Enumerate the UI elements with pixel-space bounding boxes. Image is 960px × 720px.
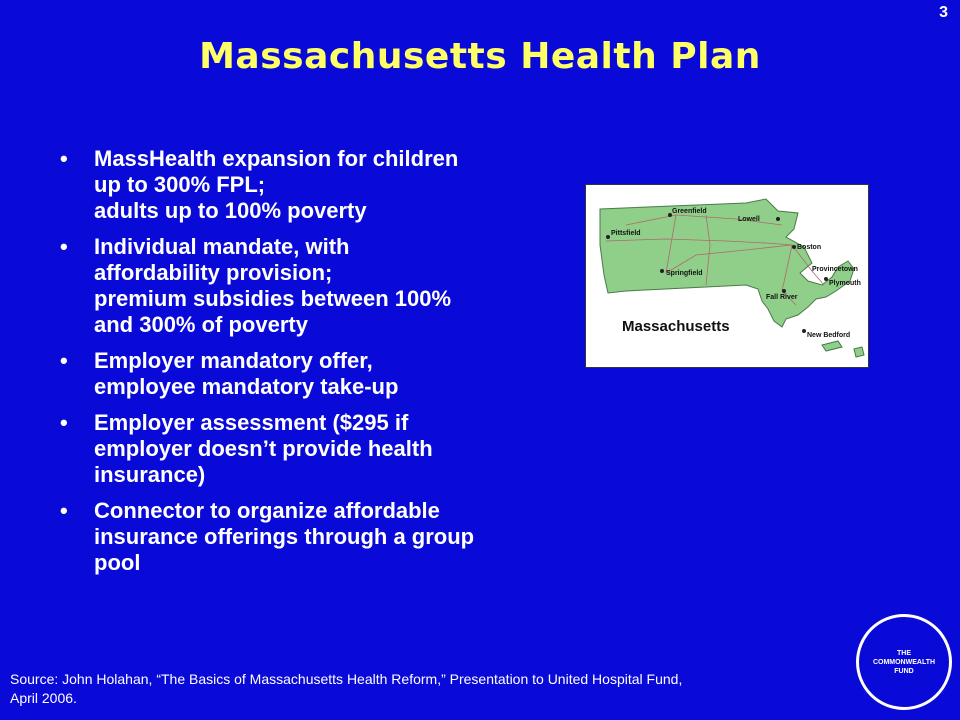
bullet-marker: •: [60, 348, 68, 373]
city-label-greenfield: Greenfield: [672, 208, 707, 215]
bullet-line: Individual mandate, with: [94, 234, 350, 259]
bullet-marker: •: [60, 234, 68, 259]
source-citation: [10, 670, 810, 708]
bullet-line: employer doesn’t provide health: [94, 436, 433, 461]
map-graphic: [586, 185, 868, 367]
massachusetts-map: [585, 184, 869, 368]
bullet-marker: •: [60, 146, 68, 171]
bullet-line: and 300% of poverty: [94, 312, 308, 337]
city-label-boston: Boston: [797, 244, 822, 251]
city-label-springfield: Springfield: [666, 270, 703, 277]
bullet-item: [60, 498, 570, 576]
bullet-line: employee mandatory take-up: [94, 374, 399, 399]
city-label-fall-river: Fall River: [766, 294, 798, 301]
bullet-line: premium subsidies between 100%: [94, 286, 452, 311]
city-label-pittsfield: Pittsfield: [611, 230, 641, 237]
bullet-line: insurance): [94, 462, 206, 487]
source-line: Source: John Holahan, “The Basics of Massachusetts Health Reform,” Presentation to United Hospital Fund,: [10, 671, 683, 687]
bullet-line: MassHealth expansion for children: [94, 146, 459, 171]
bullet-item: [60, 348, 570, 400]
city-label-new-bedford: New Bedford: [807, 332, 851, 339]
bullet-line: affordability provision;: [94, 260, 333, 285]
logo-line: COMMONWEALTH: [872, 658, 936, 666]
bullet-item: [60, 234, 570, 338]
logo-line: FUND: [894, 667, 914, 675]
bullet-line: pool: [94, 550, 141, 575]
bullet-line: insurance offerings through a group: [94, 524, 475, 549]
bullet-marker: •: [60, 498, 68, 523]
city-label-lowell: Lowell: [738, 216, 760, 223]
bullet-line: Employer assessment ($295 if: [94, 410, 409, 435]
island-shape: [822, 341, 842, 351]
commonwealth-fund-logo: [856, 614, 952, 710]
city-label-plymouth: Plymouth: [829, 280, 861, 287]
bullet-line: Connector to organize affordable: [94, 498, 440, 523]
island-shape: [854, 347, 864, 357]
bullet-line: Employer mandatory offer,: [94, 348, 373, 373]
city-label-provincetown: Provincetown: [812, 266, 858, 273]
bullet-line: adults up to 100% poverty: [94, 198, 367, 223]
logo-line: THE: [897, 649, 911, 657]
bullet-list: [60, 146, 570, 586]
source-line: April 2006.: [10, 690, 77, 706]
bullet-item: [60, 410, 570, 488]
bullet-marker: •: [60, 410, 68, 435]
map-state-label: Massachusetts: [622, 318, 730, 335]
bullet-line: up to 300% FPL;: [94, 172, 266, 197]
bullet-item: [60, 146, 570, 224]
page-number: 3: [939, 4, 948, 21]
slide-title: Massachusetts Health Plan: [199, 36, 761, 77]
